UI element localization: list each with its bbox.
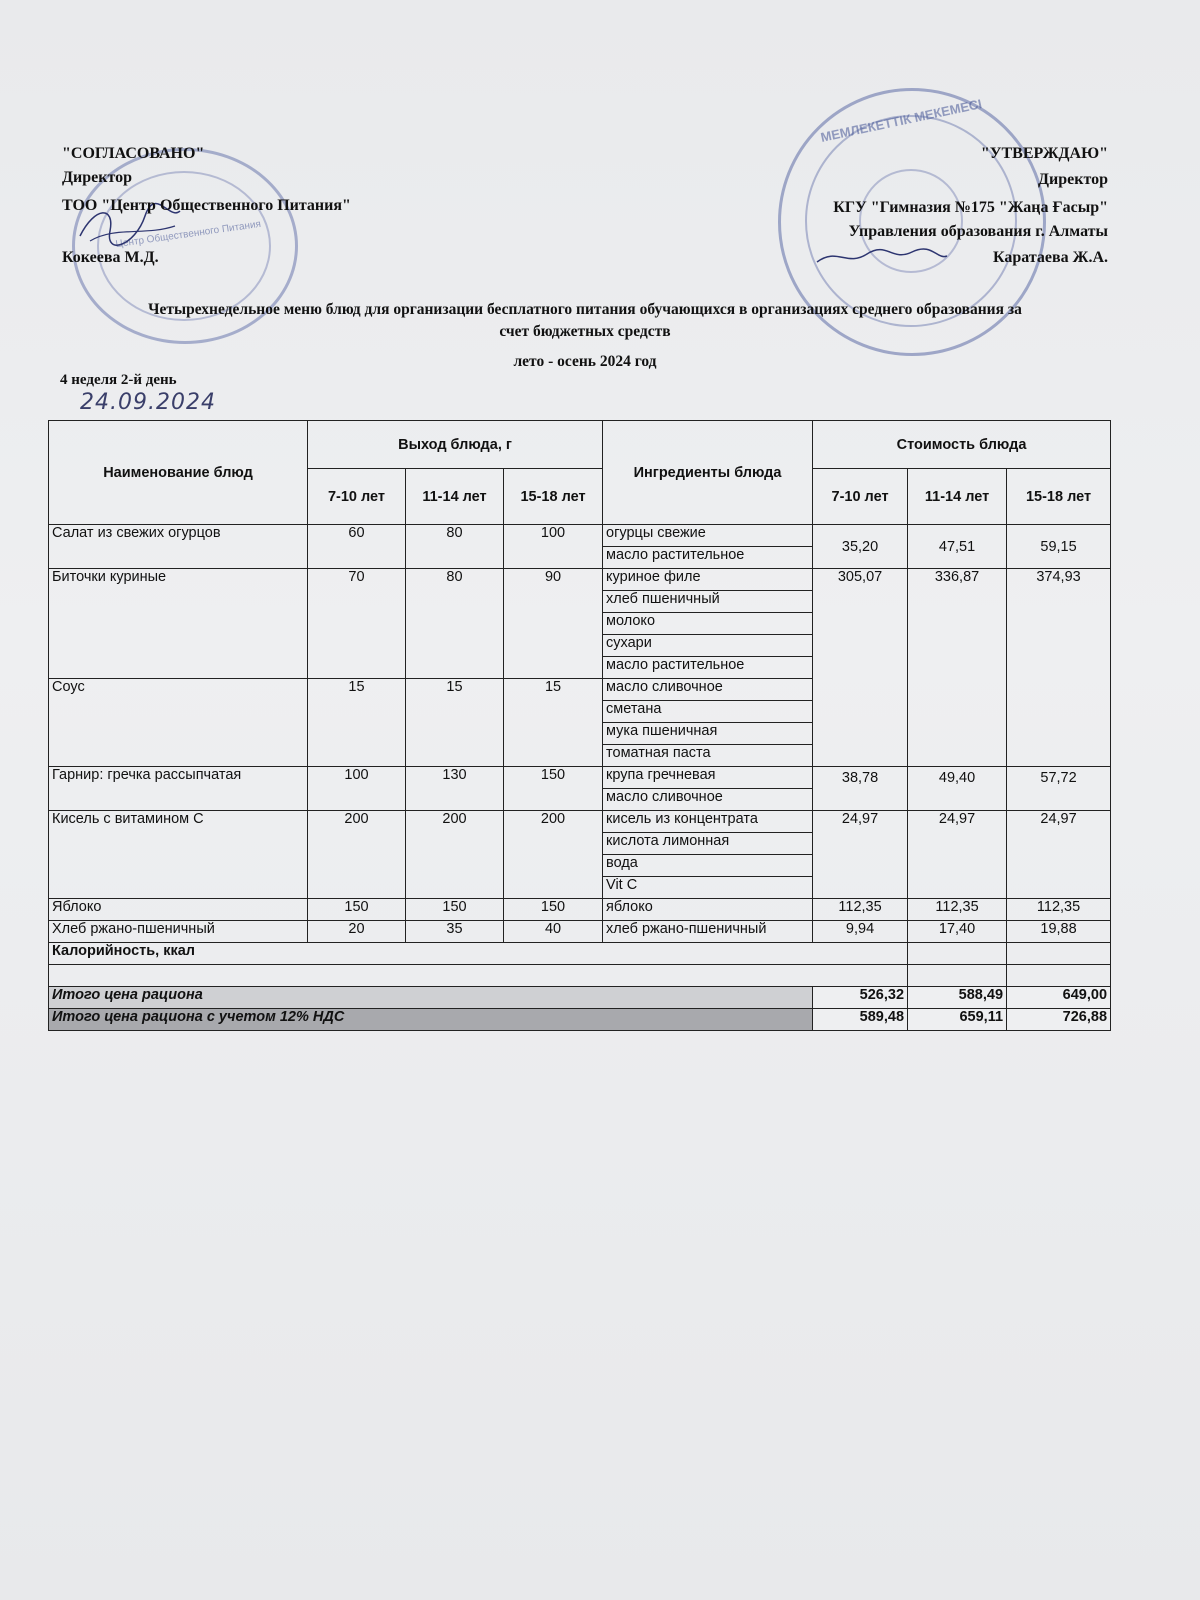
header-output-age3: 15-18 лет bbox=[504, 469, 603, 525]
ingredient: огурцы свежие bbox=[603, 525, 813, 547]
total-row bbox=[49, 987, 1111, 1009]
menu-table bbox=[48, 420, 1111, 1031]
output-cell: 150 bbox=[308, 899, 406, 921]
output-cell: 15 bbox=[406, 679, 504, 767]
cost-cell: 59,15 bbox=[1007, 525, 1111, 569]
table-row bbox=[49, 899, 1111, 921]
output-cell: 200 bbox=[504, 811, 603, 899]
ingredient: масло растительное bbox=[603, 657, 813, 679]
output-cell: 100 bbox=[308, 767, 406, 811]
cost-cell: 49,40 bbox=[908, 767, 1007, 811]
handwritten-date: 24.09.2024 bbox=[80, 390, 216, 415]
output-cell: 200 bbox=[308, 811, 406, 899]
ingredient: крупа гречневая bbox=[603, 767, 813, 789]
cost-cell: 112,35 bbox=[908, 899, 1007, 921]
dish-name: Кисель с витамином С bbox=[49, 811, 308, 899]
cost-cell: 24,97 bbox=[908, 811, 1007, 899]
output-cell: 80 bbox=[406, 525, 504, 569]
calories-row bbox=[49, 943, 1111, 965]
cost-cell: 9,94 bbox=[813, 921, 908, 943]
ingredient: масло сливочное bbox=[603, 679, 813, 701]
approval-left-name: Кокеева М.Д. bbox=[62, 249, 159, 266]
cost-cell: 24,97 bbox=[813, 811, 908, 899]
header-output: Выход блюда, г bbox=[308, 421, 603, 469]
output-cell: 15 bbox=[504, 679, 603, 767]
ingredient: молоко bbox=[603, 613, 813, 635]
cost-cell: 112,35 bbox=[813, 899, 908, 921]
total-vat-cell: 589,48 bbox=[813, 1009, 908, 1031]
right-stamp-text: МЕМЛЕКЕТТІК МЕКЕМЕСІ bbox=[819, 96, 984, 145]
output-cell: 200 bbox=[406, 811, 504, 899]
ingredient: масло сливочное bbox=[603, 789, 813, 811]
output-cell: 150 bbox=[504, 899, 603, 921]
approval-right-heading: "УТВЕРЖДАЮ" bbox=[980, 145, 1108, 162]
header-dish: Наименование блюд bbox=[49, 421, 308, 525]
dish-name: Салат из свежих огурцов bbox=[49, 525, 308, 569]
output-cell: 150 bbox=[406, 899, 504, 921]
cost-cell: 19,88 bbox=[1007, 921, 1111, 943]
header-cost: Стоимость блюда bbox=[813, 421, 1111, 469]
output-cell: 15 bbox=[308, 679, 406, 767]
approval-right-name: Каратаева Ж.А. bbox=[992, 249, 1108, 266]
table-row bbox=[49, 811, 1111, 833]
output-cell: 100 bbox=[504, 525, 603, 569]
menu-title-line1: Четырехнедельное меню блюд для организации бесплатного питания обучающихся в организациях среднего образования за bbox=[148, 301, 1022, 318]
total-label: Итого цена рациона bbox=[49, 987, 813, 1009]
output-cell: 35 bbox=[406, 921, 504, 943]
dish-name: Гарнир: гречка рассыпчатая bbox=[49, 767, 308, 811]
left-stamp-text: Центр Общественного Питания bbox=[114, 218, 262, 251]
total-cell: 526,32 bbox=[813, 987, 908, 1009]
total-cell: 588,49 bbox=[908, 987, 1007, 1009]
cost-cell: 336,87 bbox=[908, 569, 1007, 767]
ingredient: куриное филе bbox=[603, 569, 813, 591]
cost-cell: 47,51 bbox=[908, 525, 1007, 569]
right-signature bbox=[812, 242, 952, 272]
table-row bbox=[49, 525, 1111, 547]
output-cell: 150 bbox=[504, 767, 603, 811]
approval-right-role: Директор bbox=[1038, 171, 1108, 188]
ingredient: томатная паста bbox=[603, 745, 813, 767]
dish-name: Биточки куриные bbox=[49, 569, 308, 679]
cost-cell: 112,35 bbox=[1007, 899, 1111, 921]
header-output-age2: 11-14 лет bbox=[406, 469, 504, 525]
cost-cell: 38,78 bbox=[813, 767, 908, 811]
cost-cell: 35,20 bbox=[813, 525, 908, 569]
ingredient: хлеб ржано-пшеничный bbox=[603, 921, 813, 943]
approval-left-heading: "СОГЛАСОВАНО" bbox=[62, 145, 205, 162]
ingredient: масло растительное bbox=[603, 547, 813, 569]
header-cost-age3: 15-18 лет bbox=[1007, 469, 1111, 525]
cost-cell: 24,97 bbox=[1007, 811, 1111, 899]
header-ingredients: Ингредиенты блюда bbox=[603, 421, 813, 525]
total-vat-cell: 726,88 bbox=[1007, 1009, 1111, 1031]
output-cell: 130 bbox=[406, 767, 504, 811]
header-output-age1: 7-10 лет bbox=[308, 469, 406, 525]
output-cell: 60 bbox=[308, 525, 406, 569]
empty-row bbox=[49, 965, 1111, 987]
ingredient: яблоко bbox=[603, 899, 813, 921]
ingredient: кислота лимонная bbox=[603, 833, 813, 855]
header-cost-age2: 11-14 лет bbox=[908, 469, 1007, 525]
ingredient: хлеб пшеничный bbox=[603, 591, 813, 613]
approval-right-dept: Управления образования г. Алматы bbox=[848, 223, 1108, 240]
output-cell: 90 bbox=[504, 569, 603, 679]
total-cell: 649,00 bbox=[1007, 987, 1111, 1009]
total-vat-cell: 659,11 bbox=[908, 1009, 1007, 1031]
ingredient: сухари bbox=[603, 635, 813, 657]
table-row bbox=[49, 569, 1111, 591]
ingredient: сметана bbox=[603, 701, 813, 723]
cost-cell: 374,93 bbox=[1007, 569, 1111, 767]
ingredient: кисель из концентрата bbox=[603, 811, 813, 833]
dish-name: Хлеб ржано-пшеничный bbox=[49, 921, 308, 943]
dish-name: Соус bbox=[49, 679, 308, 767]
approval-left-org: ТОО "Центр Общественного Питания" bbox=[62, 197, 351, 214]
total-vat-label: Итого цена рациона с учетом 12% НДС bbox=[49, 1009, 813, 1031]
week-day-label: 4 неделя 2-й день bbox=[60, 372, 177, 388]
ingredient: вода bbox=[603, 855, 813, 877]
ingredient: Vit C bbox=[603, 877, 813, 899]
approval-right-org: КГУ "Гимназия №175 "Жаңа Ғасыр" bbox=[833, 199, 1108, 216]
table-row bbox=[49, 767, 1111, 789]
menu-title-line2: счет бюджетных средств bbox=[499, 323, 671, 340]
cost-cell: 57,72 bbox=[1007, 767, 1111, 811]
ingredient: мука пшеничная bbox=[603, 723, 813, 745]
output-cell: 40 bbox=[504, 921, 603, 943]
header-cost-age1: 7-10 лет bbox=[813, 469, 908, 525]
cost-cell: 305,07 bbox=[813, 569, 908, 767]
output-cell: 80 bbox=[406, 569, 504, 679]
table-row bbox=[49, 921, 1111, 943]
menu-season: лето - осень 2024 год bbox=[513, 353, 657, 370]
cost-cell: 17,40 bbox=[908, 921, 1007, 943]
output-cell: 20 bbox=[308, 921, 406, 943]
total-vat-row bbox=[49, 1009, 1111, 1031]
calories-label: Калорийность, ккал bbox=[49, 943, 908, 965]
dish-name: Яблоко bbox=[49, 899, 308, 921]
output-cell: 70 bbox=[308, 569, 406, 679]
approval-left-role: Директор bbox=[62, 169, 132, 186]
